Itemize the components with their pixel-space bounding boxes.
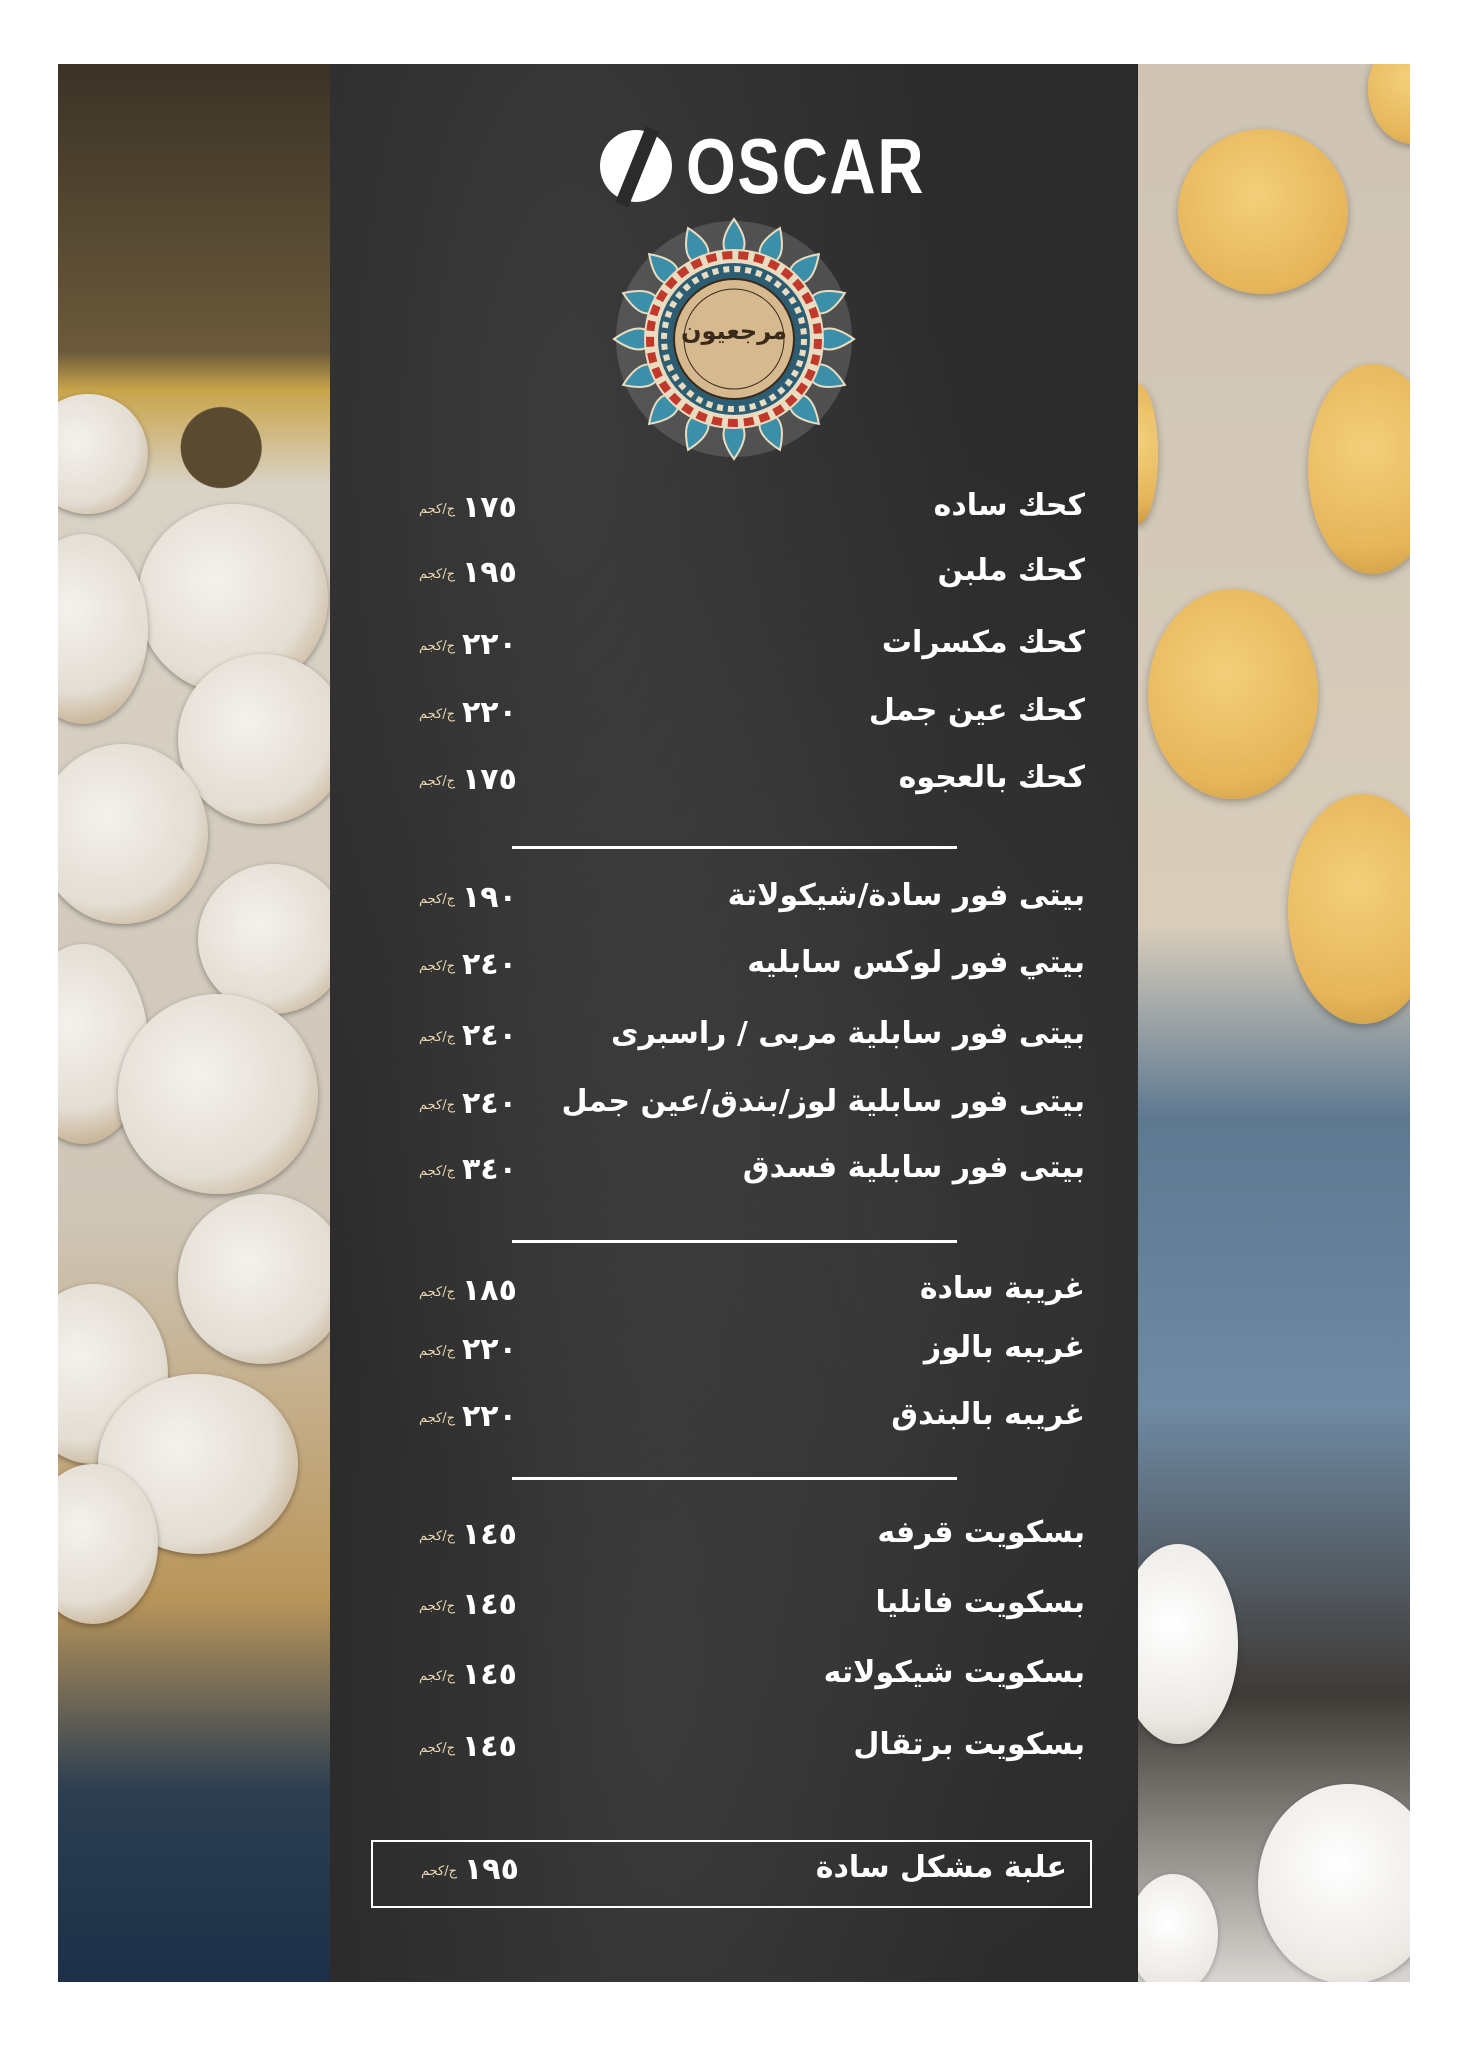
item-name: بيتى فور سابلية فسدق (742, 1150, 1085, 1185)
item-unit: ج/كجم (418, 639, 455, 654)
item-price: ١٤٥ (462, 1729, 517, 1764)
item-name: بيتى فور سابلية مربى / راسبرى (610, 1016, 1085, 1051)
item-name: كحك ملبن (937, 553, 1085, 588)
item-price: ١٩٥ (464, 1852, 519, 1887)
menu-item (385, 488, 1085, 536)
menu-item (385, 1016, 1085, 1064)
menu-item (385, 760, 1085, 808)
menu-item (385, 1271, 1085, 1319)
section-divider (512, 1477, 957, 1480)
item-price: ١٤٥ (462, 1517, 517, 1552)
item-price: ١٨٥ (462, 1273, 517, 1308)
item-unit: ج/كجم (418, 1599, 455, 1614)
menu-item (385, 945, 1085, 993)
item-price: ٢٢٠ (462, 627, 517, 662)
menu-item (385, 625, 1085, 673)
item-name: كحك مكسرات (881, 625, 1085, 660)
badge-name: مرجعيون (681, 317, 787, 345)
item-unit: ج/كجم (418, 1741, 455, 1756)
item-price: ٢٤٠ (462, 947, 517, 982)
menu-item (385, 1330, 1085, 1378)
item-name: كحك بالعجوه (898, 760, 1085, 795)
item-name: علبة مشكل سادة (815, 1850, 1067, 1885)
item-unit: ج/كجم (418, 892, 455, 907)
menu-item (385, 1727, 1085, 1775)
menu-item (385, 878, 1085, 926)
item-name: بسكويت فانليا (875, 1585, 1085, 1620)
menu-item (385, 1585, 1085, 1633)
item-unit: ج/كجم (418, 1344, 455, 1359)
section-divider (512, 846, 957, 849)
item-price: ١٤٥ (462, 1587, 517, 1622)
item-price: ٢٢٠ (462, 1332, 517, 1367)
item-price: ٢٢٠ (462, 695, 517, 730)
item-name: كحك عين جمل (868, 693, 1085, 728)
item-price: ١٩٥ (462, 555, 517, 590)
item-name: بسكويت قرفه (877, 1515, 1085, 1550)
item-price: ٢٢٠ (462, 1399, 517, 1434)
item-unit: ج/كجم (418, 1098, 455, 1113)
item-price: ٣٤٠ (462, 1152, 517, 1187)
item-name: بسكويت برتقال (853, 1727, 1085, 1762)
item-unit: ج/كجم (418, 774, 455, 789)
menu-item (385, 693, 1085, 741)
item-name: بيتي فور لوكس سابليه (747, 945, 1085, 980)
item-unit: ج/كجم (418, 1030, 455, 1045)
item-price: ١٤٥ (462, 1657, 517, 1692)
item-unit: ج/كجم (418, 1669, 455, 1684)
featured-item (387, 1850, 1067, 1898)
kahk-tray-photo (58, 64, 330, 1982)
item-name: بيتى فور سابلية لوز/بندق/عين جمل (561, 1084, 1085, 1119)
item-unit: ج/كجم (418, 1285, 455, 1300)
item-unit: ج/كجم (418, 1411, 455, 1426)
biscuits-photo (1138, 64, 1410, 1982)
menu-item (385, 1655, 1085, 1703)
item-unit: ج/كجم (418, 1529, 455, 1544)
item-unit: ج/كجم (418, 502, 455, 517)
menu-item (385, 1084, 1085, 1132)
item-name: بسكويت شيكولاته (823, 1655, 1085, 1690)
menu-item (385, 553, 1085, 601)
item-price: ١٧٥ (462, 762, 517, 797)
item-unit: ج/كجم (420, 1864, 457, 1879)
item-unit: ج/كجم (418, 959, 455, 974)
menu-panel (330, 64, 1138, 1982)
featured-item-box (371, 1840, 1092, 1908)
item-unit: ج/كجم (418, 707, 455, 722)
menu-item (385, 1150, 1085, 1198)
oscar-logo-icon (600, 130, 672, 202)
item-name: بيتى فور سادة/شيكولاتة (727, 878, 1085, 913)
item-price: ١٧٥ (462, 490, 517, 525)
item-price: ٢٤٠ (462, 1086, 517, 1121)
item-price: ١٩٠ (462, 880, 517, 915)
oscar-logo (600, 121, 978, 210)
item-name: غريبه بالوز (923, 1330, 1085, 1365)
item-name: غريبه بالبندق (891, 1397, 1085, 1432)
item-name: كحك ساده (933, 488, 1085, 523)
menu-page (58, 64, 1410, 1982)
section-divider (512, 1240, 957, 1243)
menu-item (385, 1397, 1085, 1445)
item-name: غريبة سادة (919, 1271, 1085, 1306)
item-unit: ج/كجم (418, 567, 455, 582)
item-unit: ج/كجم (418, 1164, 455, 1179)
item-price: ٢٤٠ (462, 1018, 517, 1053)
menu-item (385, 1515, 1085, 1563)
brand-name: OSCAR (686, 121, 926, 210)
